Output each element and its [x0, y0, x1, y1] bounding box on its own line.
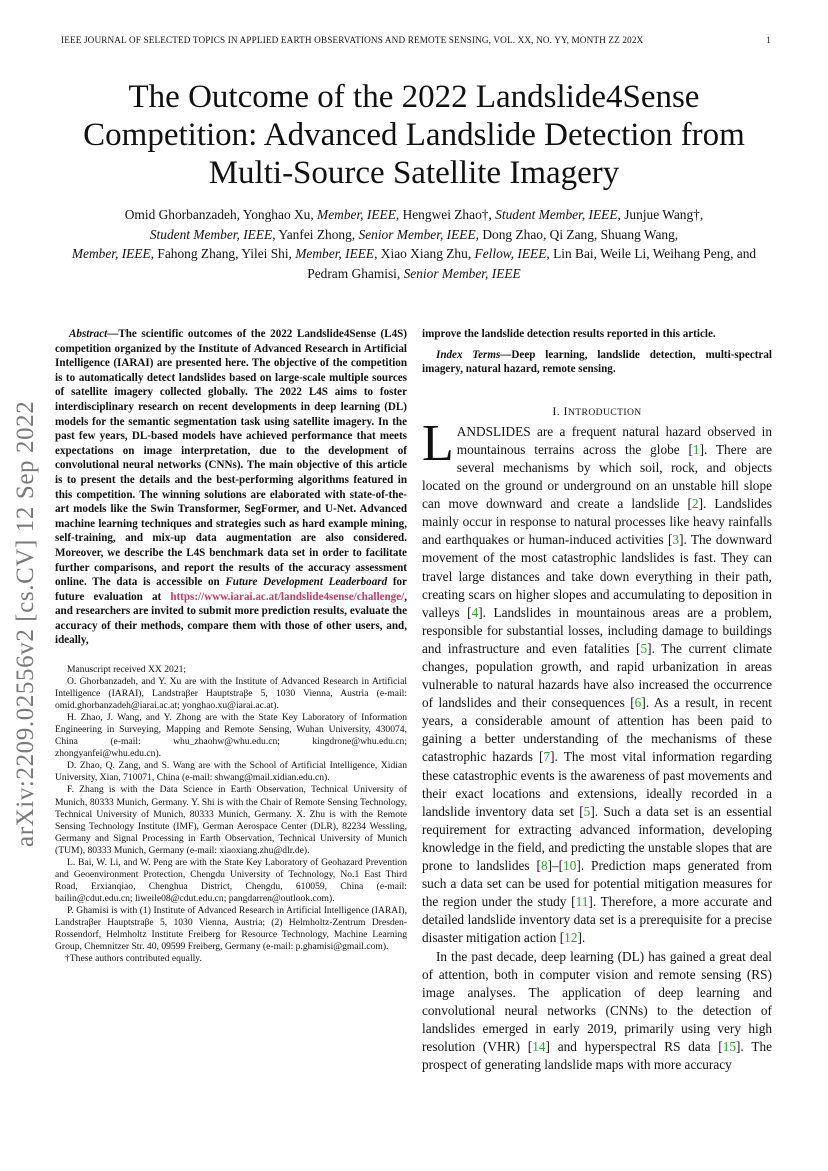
body-text-run: ]. The prospect of generating landslide maps with more accuracy: [422, 1038, 772, 1073]
citation-link[interactable]: 15: [722, 1038, 736, 1054]
body-text-run: ]. The current climate changes, population growth, and rapid urbanization in areas vulnerable to natural hazards have also increased the occurrence of landslides and their consequences [: [422, 640, 772, 711]
index-terms-text: —Deep learning, landslide detection, multi-spectral imagery, natural hazard, remote sensing.: [422, 348, 772, 376]
body-text-run: ]. Landslides in mountainous areas are a problem, responsible for substantial losses, including damage to buildings and infrastructure and even fatalities [: [422, 604, 772, 656]
citation-link[interactable]: 10: [563, 858, 577, 874]
author-role: Member, IEEE: [317, 207, 396, 222]
body-text-run: ]–[: [547, 858, 564, 874]
footnote: D. Zhao, Q. Zang, and S. Wang are with the School of Artificial Intelligence, Xidian University, Xian, 710071, China (e-mail: shwang@mail.xidian.edu.cn).: [55, 760, 407, 784]
citation-link[interactable]: 12: [564, 930, 578, 946]
citation-link[interactable]: 4: [471, 604, 479, 620]
citation-link[interactable]: 3: [672, 532, 680, 548]
body-text-run: ]. The most vital information regarding these catastrophic events is the awareness of past movements and their exact locations and extensions, ideally recorded in a landslide inventory data set [: [422, 749, 772, 819]
intro-p1-text: [422, 414, 773, 946]
footnote: O. Ghorbanzadeh, and Y. Xu are with the Institute of Advanced Research in Artificial Intelligence (IARAI), Landstraβer Hauptstraβe 5, 1030 Vienna, Austria (e-mail: omid.ghorbanzadeh@iarai.ac.at; yonghao.xu@iarai.ac.at).: [55, 676, 407, 712]
challenge-link[interactable]: https://www.iarai.ac.at/landslide4sense/challenge/: [170, 590, 405, 603]
citation-link[interactable]: 8: [540, 858, 548, 874]
abstract-text: —The scientific outcomes of the 2022 Landslide4Sense (L4S) competition organized by the Institute of Advanced Research in Artificial Intelligence (IARAI) are presented here. The objective of the competition is to automatically detect landslides based on large-scale multiple sources of satellite imagery collected globally. The 2022 L4S aims to foster interdisciplinary research on recent developments in deep learning (DL) models for the semantic segmentation task using satellite imagery. In the past few years, DL-based models have achieved performance that meets expectations on image interpretation, due to the development of convolutional neural networks (CNNs). The main objective of this article is to present the details and the best-performing algorithms featured in this competition. The winning solutions are elaborated with state-of-the-art models like the Swin Transformer, SegFormer, and U-Net. Advanced machine learning techniques and strategies such as hard example mining, self-training, and mix-up data augmentation are also considered. Moreover, we describe the L4S benchmark data set in order to facilitate further comparisons, and report the results of the accuracy assessment online. The data is accessible on: [55, 328, 407, 589]
body-text-run: ]. There are several mechanisms by which soil, rock, and objects located on the ground or underground on an unstable hill slope can move downward and create a landslide [: [422, 441, 772, 512]
citation-link[interactable]: 11: [575, 894, 589, 910]
author-role: Senior Member, IEEE: [403, 265, 521, 281]
body-text-run: ]. As a result, in recent years, a considerable amount of attention has been paid to gaining a better understanding of the mechanisms of these catastrophic hazards [: [422, 695, 772, 765]
footnote: Manuscript received XX 2021;: [67, 664, 187, 675]
citation-link[interactable]: 14: [532, 1038, 546, 1054]
author-text: , Dong Zhao, Qi Zang, Shuang Wang,: [475, 226, 679, 242]
section-heading: I. INTRODUCTION: [552, 403, 642, 418]
author-role: Senior Member, IEEE: [358, 226, 476, 242]
footnote: L. Bai, W. Li, and W. Peng are with the State Key Laboratory of Geohazard Prevention and Geoenvironment Protection, Chengdu University of Technology, No.1 East Third Road, Erxianqiao, Chenghua District, Chengdu, 610059, China (e-mail: bailin@cdut.edu.cn; liweile08@cdut.edu.cn; pangdarren@outlook.com).: [55, 856, 407, 904]
author-text: , Xiao Xiang Zhu,: [374, 246, 475, 261]
intro-paragraph-2: [422, 948, 772, 1075]
abstract-text: , and researchers are invited to submit more prediction results, evaluate the accuracy of their methods, compare them with those of other users, and, ideally,: [55, 590, 407, 647]
footnote: H. Zhao, J. Wang, and Y. Zhong are with the State Key Laboratory of Information Engineering in Surveying, Mapping and Remote Sensing, Wuhan University, 430074, China (e-mail: whu_zhaohw@whu.edu.cn; kingdrone@whu.edu.cn; zhongyanfei@whu.edu.cn).: [55, 712, 407, 760]
author-text: , Hengwei Zhao†,: [395, 207, 496, 222]
footnote: F. Zhang is with the Data Science in Earth Observation, Technical University of Munich, 80333 Munich, Germany. Y. Shi is with the Chair of Remote Sensing Technology, Technical University of Munich, 80333 Munich, Germany. X. Zhu is with the Remote Sensing Technology Institute (IMF), German Aerospace Center (DLR), 82234 Wessling, Germany and Signal Processing in Earth Observation, Technical University of Munich (TUM), 80333 Munich, Germany (e-mail: xiaoxiang.zhu@dlr.de).: [55, 784, 407, 856]
body-text-run: ]. Prediction maps generated from such a data set can be used for potential mitigation measures for the region under the study [: [422, 858, 773, 910]
author-role: Member, IEEE: [295, 246, 375, 261]
author-role: Student Member, IEEE: [495, 207, 618, 222]
citation-link[interactable]: 7: [543, 749, 551, 765]
leaderboard-name: Future Development Leaderboard: [225, 576, 388, 589]
body-text-run: ].: [577, 930, 586, 946]
journal-name: IEEE JOURNAL OF SELECTED TOPICS IN APPLIED EARTH OBSERVATIONS AND REMOTE SENSING, VOL. XX, NO. YY, MONTH ZZ 202X: [61, 35, 644, 45]
paper-title: The Outcome of the 2022 Landslide4Sense Competition: Advanced Landslide Detection from Multi-Source Satellite Imagery: [83, 79, 745, 191]
index-terms: [422, 348, 772, 377]
body-text-run: ]. Therefore, a more accurate and detailed landslide inventory data set is a prerequisite for a precise disaster mitigation action [: [422, 894, 772, 946]
index-terms-label: Index Terms: [436, 348, 501, 361]
abstract-label: Abstract: [69, 328, 108, 340]
citation-link[interactable]: 1: [692, 441, 700, 457]
body-text-run: In the past decade, deep learning (DL) has gained a great deal of attention, both in computer vision and remote sensing (RS) image analyses. The application of deep learning and convolutional neural networks (CNNs) to the detection of landslides emerged in early 2019, primarily using very high resolution (VHR) [: [422, 948, 772, 1054]
citation-link[interactable]: 5: [640, 640, 648, 656]
body-text-run: ]. The downward movement of the most catastrophic landslides is fast. They can travel large distances and take down everything in their path, creating scars on higher slopes and accumulating to deposition in valleys [: [422, 532, 772, 620]
running-header: [61, 35, 771, 45]
footnotes: [55, 664, 407, 965]
body-text-run: ANDSLIDES are a frequent natural hazard observed in mountainous terrains across the globe [: [456, 423, 772, 457]
author-text: , Yanfei Zhong,: [272, 226, 359, 242]
abstract-text: for future evaluation at: [55, 576, 407, 603]
abstract-continued: improve the landslide detection results reported in this article.: [422, 328, 716, 340]
author-text: , Junjue Wang†,: [617, 207, 704, 222]
citation-link[interactable]: 5: [583, 803, 591, 819]
body-text-run: ]. Landslides mainly occur in response to natural processes like heavy rainfalls and earthquakes or human-induced activities [: [422, 496, 772, 548]
footnote-equal-contribution: †These authors contributed equally.: [65, 953, 202, 965]
author-text: , Fahong Zhang, Yilei Shi,: [150, 246, 296, 261]
page-number: 1: [766, 35, 771, 45]
author-role: Fellow, IEEE: [474, 246, 547, 261]
body-text-run: ] and hyperspectral RS data [: [545, 1038, 723, 1054]
intro-p2-text: [422, 949, 772, 1073]
citation-link[interactable]: 6: [634, 695, 642, 711]
abstract: [55, 327, 407, 648]
body-text-run: ]. Such a data set is an essential requirement for extracting advanced information, developing knowledge in the field, and predicting the unstable slopes that are prone to landslides [: [422, 803, 773, 874]
citation-link[interactable]: 2: [691, 496, 699, 512]
footnote: P. Ghamisi is with (1) Institute of Advanced Research in Artificial Intelligence (IARAI), Landstraβer Hauptstraβe 5, 1030 Vienna, Austria; (2) Helmholtz-Zentrum Dresden-Rossendorf, Helmholtz Institute Freiberg for Resource Technology, Machine Learning Group, Chemnitzer Str. 40, 09599 Freiberg, Germany (e-mail: p.ghamisi@gmail.com).: [55, 904, 407, 953]
arxiv-stamp: arXiv:2209.02556v2 [cs.CV] 12 Sep 2022: [12, 400, 39, 847]
author-role: Member, IEEE: [71, 246, 151, 261]
author-role: Student Member, IEEE: [149, 226, 273, 242]
left-column: [55, 327, 407, 648]
intro-paragraph-1: [422, 414, 773, 948]
right-column: [422, 327, 772, 1074]
author-list: [50, 205, 778, 283]
author-text: Omid Ghorbanzadeh, Yonghao Xu,: [124, 207, 318, 222]
dropcap: L: [422, 414, 454, 472]
author-text: , Lin Bai, Weile Li, Weihang Peng, and Pedram Ghamisi,: [307, 246, 757, 281]
